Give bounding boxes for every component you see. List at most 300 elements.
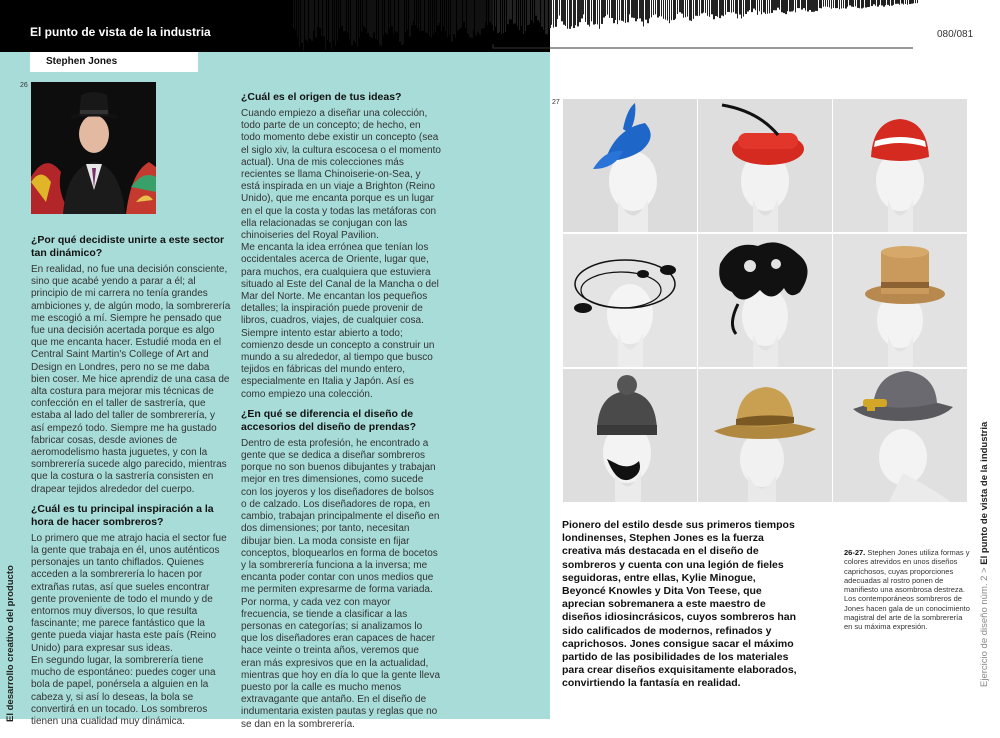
barcode-bar <box>511 0 512 19</box>
barcode-decoration-icon <box>293 0 918 52</box>
barcode-bar <box>311 0 313 41</box>
barcode-bar <box>551 0 552 25</box>
barcode-bar <box>911 0 913 4</box>
barcode-bar <box>509 0 511 19</box>
barcode-bar <box>627 0 629 22</box>
barcode-bar <box>539 0 540 22</box>
barcode-bar <box>323 0 325 37</box>
barcode-bar <box>595 0 596 24</box>
barcode-bar <box>745 0 747 14</box>
barcode-bar <box>651 0 652 17</box>
barcode-bar <box>457 0 459 30</box>
barcode-bar <box>877 0 879 7</box>
barcode-bar <box>819 0 821 8</box>
barcode-bar <box>477 0 479 32</box>
barcode-bar <box>615 0 616 20</box>
barcode-bar <box>791 0 793 11</box>
barcode-bar <box>585 0 586 22</box>
barcode-bar <box>351 0 353 45</box>
barcode-bar <box>695 0 697 16</box>
barcode-bar <box>895 0 897 4</box>
barcode-bar <box>507 0 509 24</box>
barcode-bar <box>435 0 436 32</box>
barcode-bar <box>583 0 584 14</box>
barcode-bar <box>817 0 818 11</box>
barcode-bar <box>497 0 499 33</box>
barcode-bar <box>851 0 853 7</box>
barcode-bar <box>787 0 788 11</box>
barcode-bar <box>843 0 844 8</box>
hat-photo-grid <box>563 99 968 502</box>
barcode-bar <box>645 0 647 20</box>
barcode-bar <box>765 0 766 14</box>
barcode-bar <box>297 0 298 37</box>
barcode-bar <box>379 0 381 45</box>
right-side-label-prefix: Ejercicio de diseño núm. 2 > <box>979 564 990 687</box>
barcode-bar <box>729 0 730 12</box>
barcode-bar <box>485 0 486 22</box>
barcode-bar <box>403 0 404 44</box>
barcode-bar <box>601 0 603 24</box>
barcode-bar <box>683 0 684 18</box>
barcode-bar <box>773 0 775 10</box>
red-disc-hat-icon <box>698 99 832 232</box>
barcode-bar <box>875 0 876 6</box>
barcode-bar <box>709 0 710 17</box>
barcode-bar <box>325 0 326 50</box>
barcode-bar <box>307 0 308 42</box>
barcode-bar <box>543 0 544 30</box>
barcode-bar <box>855 0 856 6</box>
barcode-bar <box>577 0 579 26</box>
barcode-bar <box>697 0 698 16</box>
barcode-bar <box>863 0 864 8</box>
question-1: ¿Por qué decidiste unirte a este sector tan dinámico? <box>31 234 225 259</box>
barcode-bar <box>827 0 828 7</box>
barcode-bar <box>487 0 488 25</box>
barcode-bar <box>889 0 890 6</box>
barcode-bar <box>755 0 756 10</box>
hat-photo-8 <box>698 369 832 502</box>
barcode-bar <box>633 0 635 18</box>
barcode-bar <box>305 0 307 40</box>
page-numbers: 080/081 <box>937 29 974 40</box>
side-caption-text: Stephen Jones utiliza formas y colores atrevidos en unos diseños caprichosos, cuyas proporciones adecuadas al rostro ponen de manifiesto una asombrosa destreza. Los contemporáneos sombreros de Jones hacen gala de un conocimiento magistral del arte de la sombrerería en su máxima expresión. <box>844 548 970 632</box>
barcode-bar <box>647 0 649 23</box>
barcode-bar <box>599 0 600 29</box>
side-caption-ref: 26-27. <box>844 548 866 557</box>
barcode-bar <box>721 0 723 16</box>
barcode-bar <box>733 0 734 12</box>
barcode-bar <box>711 0 713 14</box>
barcode-bar <box>823 0 824 7</box>
barcode-bar <box>461 0 462 27</box>
barcode-bar <box>751 0 753 12</box>
barcode-bar <box>525 0 526 31</box>
barcode-bar <box>677 0 678 14</box>
barcode-bar <box>815 0 817 11</box>
answer-4: Dentro de esta profesión, he encontrado a gente que se dedica a diseñar sombreros porque no son buenos dibujantes y trabajan mejor en tres dimensiones, como sucede con los joyeros y los diseñadores de bolsos o de calzado. Los diseñadores de ropa, en cambio, trabajan principalmente el diseño en dos dimensiones; por tanto, necesitan dibujar bien. La moda consiste en fijar conceptos, bloquearlos en forma de bocetos y la sombrerería funciona a la inversa; me encanta poder contar con unos medios que me permiten expresarme de forma variada. Por norma, y cada vez con mayor frecuencia, se tiende a clasificar a las personas en categorías; si analizamos lo que los diseñadores eran capaces de hacer hace veinte o treinta años, veremos que eran más expresivos que en la actualidad, mientras que hoy en día lo que la gente lleva puesto por la calle es mucho menos extravagante que antaño. En el diseño de indumentaria existen pautas y reglas que no se dan en la sombrerería. <box>241 437 441 730</box>
barcode-bar <box>375 0 376 39</box>
barcode-bar <box>715 0 717 16</box>
barcode-bar <box>681 0 683 14</box>
barcode-bar <box>521 0 522 26</box>
barcode-bar <box>535 0 537 16</box>
barcode-bar <box>673 0 675 20</box>
red-white-cloche-icon <box>833 99 967 232</box>
barcode-bar <box>837 0 838 8</box>
barcode-bar <box>603 0 605 18</box>
barcode-bar <box>557 0 558 19</box>
barcode-bar <box>689 0 691 20</box>
barcode-bar <box>437 0 439 25</box>
barcode-bar <box>671 0 672 20</box>
barcode-bar <box>443 0 444 26</box>
barcode-bar <box>427 0 428 33</box>
barcode-bar <box>663 0 664 19</box>
barcode-bar <box>799 0 800 8</box>
barcode-bar <box>383 0 384 35</box>
barcode-bar <box>609 0 610 18</box>
barcode-bar <box>581 0 583 18</box>
hat-photo-9 <box>833 369 967 502</box>
barcode-bar <box>761 0 762 14</box>
barcode-bar <box>809 0 811 10</box>
barcode-bar <box>893 0 894 5</box>
barcode-bar <box>343 0 345 31</box>
barcode-bar <box>635 0 637 21</box>
barcode-bar <box>295 0 296 30</box>
barcode-bar <box>567 0 568 29</box>
question-2: ¿Cuál es tu principal inspiración a la hora de hacer sombreros? <box>31 502 214 528</box>
barcode-bar <box>639 0 641 18</box>
barcode-bar <box>547 0 548 34</box>
barcode-bar <box>367 0 369 33</box>
barcode-bar <box>415 0 416 25</box>
barcode-bar <box>831 0 832 9</box>
barcode-bar <box>523 0 524 34</box>
left-side-label: El desarrollo creativo del producto <box>5 565 16 722</box>
barcode-bar <box>565 0 566 26</box>
answer-1: En realidad, no fue una decisión consciente, sino que acabé yendo a parar a él; al principio de mi carrera no tenía grandes ambiciones y, de algún modo, la sombrerería me escogió a mí. Siempre he pensado que fue una decisión acertada porque es algo que me encanta hacer. Estudié moda en el Central Saint Martin's College of Art and Design en Londres, pero no se me daba bien coser. Me hice aprendiz de una casa de alta costura para mejorar mis técnicas de confección en el taller de sastrería, que estaba al lado del taller de sombrerería, y así empezó todo. Siempre me ha gustado fabricar cosas, desde aviones de aeromodelismo hasta juguetes, y con la sombrerería sucede algo parecido, mientras que la costura o la sastrería consisten en drapear tejidos alrededor del cuerpo. <box>31 264 231 495</box>
barcode-bar <box>441 0 442 31</box>
barcode-bar <box>783 0 785 13</box>
barcode-bar <box>575 0 576 25</box>
barcode-bar <box>377 0 378 40</box>
barcode-bar <box>871 0 873 6</box>
barcode-bar <box>341 0 343 26</box>
hat-photo-3 <box>833 99 967 232</box>
barcode-bar <box>813 0 815 12</box>
barcode-bar <box>625 0 626 23</box>
barcode-bar <box>339 0 340 28</box>
barcode-bar <box>887 0 889 5</box>
barcode-bar <box>355 0 356 43</box>
barcode-bar <box>747 0 749 12</box>
barcode-bar <box>741 0 742 18</box>
barcode-bar <box>725 0 726 15</box>
barcode-bar <box>807 0 809 12</box>
barcode-bar <box>515 0 516 23</box>
barcode-bar <box>727 0 729 12</box>
barcode-bar <box>829 0 830 7</box>
barcode-bar <box>431 0 432 38</box>
barcode-bar <box>605 0 606 16</box>
barcode-bar <box>579 0 581 22</box>
barcode-bar <box>801 0 803 10</box>
barcode-bar <box>391 0 393 27</box>
black-wire-fascinator-icon <box>563 234 697 367</box>
barcode-bar <box>519 0 520 30</box>
barcode-bar <box>503 0 504 33</box>
barcode-bar <box>789 0 791 12</box>
barcode-bar <box>785 0 787 14</box>
barcode-bar <box>883 0 885 7</box>
barcode-bar <box>425 0 427 33</box>
barcode-bar <box>867 0 869 7</box>
barcode-bar <box>665 0 666 20</box>
barcode-bar <box>659 0 660 16</box>
barcode-bar <box>793 0 794 11</box>
barcode-bar <box>371 0 373 38</box>
barcode-bar <box>321 0 322 36</box>
barcode-bar <box>481 0 483 29</box>
barcode-bar <box>345 0 346 31</box>
barcode-bar <box>299 0 300 47</box>
barcode-bar <box>685 0 686 17</box>
barcode-bar <box>899 0 900 5</box>
barcode-bar <box>781 0 783 12</box>
knit-pompom-beanie-icon <box>563 369 697 502</box>
barcode-bar <box>713 0 715 19</box>
barcode-bar <box>421 0 423 31</box>
barcode-bar <box>753 0 755 9</box>
barcode-bar <box>661 0 662 16</box>
barcode-bar <box>905 0 906 4</box>
barcode-bar <box>913 0 914 3</box>
tan-top-hat-icon <box>833 234 967 367</box>
barcode-bar <box>353 0 355 41</box>
barcode-bar <box>669 0 670 23</box>
barcode-bar <box>555 0 557 27</box>
barcode-bar <box>451 0 453 42</box>
barcode-bar <box>407 0 408 30</box>
barcode-bar <box>373 0 375 32</box>
answer-3: Cuando empiezo a diseñar una colección, todo parte de un concepto; de hecho, en todo momento debe existir un concepto (sea el siglo xiv, la cultura escocesa o el momento actual). Una de mis colecciones más recientes se llama Chinoiserie-on-Sea, y está inspirada en un viaje a Brighton (Reino Unido), que me encanta porque es un lugar en el que la costa y todas las metáforas con ella relacionadas se conjugan con las chinoiseries del Royal Pavilion. Me encanta la idea errónea que tenían los occidentales acerca de Oriente, lugar que, para muchos, era cualquiera que estuviera situado al Este del Canal de la Mancha o del Mar del Norte. Me encantan los pequeños detalles; la inspiración puede provenir de libros, cuadros, viajes, de cualquier cosa. Siempre intento estar abierto a todo; comienzo desde un concepto a construir un mundo a su alrededor, al tiempo que busco tejidos en fábricas del mundo entero, especialmente en Italia y Japón. Así es como empiezo una colección. <box>241 108 441 400</box>
barcode-bar <box>833 0 834 8</box>
barcode-bar <box>411 0 413 25</box>
barcode-bar <box>839 0 840 9</box>
barcode-bar <box>691 0 692 21</box>
barcode-bar <box>865 0 867 8</box>
barcode-bar <box>621 0 623 21</box>
barcode-bar <box>687 0 688 17</box>
barcode-bar <box>453 0 455 34</box>
portrait-icon <box>31 82 156 214</box>
barcode-bar <box>587 0 589 25</box>
barcode-bar <box>409 0 411 37</box>
barcode-bar <box>473 0 474 29</box>
barcode-bar <box>303 0 304 51</box>
barcode-bar <box>405 0 406 32</box>
barcode-bar <box>873 0 875 4</box>
barcode-bar <box>675 0 676 19</box>
barcode-bar <box>419 0 420 30</box>
barcode-bar <box>401 0 403 45</box>
barcode-bar <box>573 0 575 28</box>
barcode-bar <box>613 0 615 23</box>
barcode-bar <box>387 0 388 35</box>
barcode-bar <box>853 0 854 7</box>
barcode-bar <box>771 0 773 13</box>
barcode-bar <box>723 0 724 16</box>
barcode-bar <box>767 0 768 14</box>
barcode-bar <box>891 0 893 6</box>
barcode-bar <box>637 0 638 19</box>
author-name: Stephen Jones <box>46 56 118 67</box>
barcode-bar <box>623 0 624 22</box>
barcode-bar <box>363 0 365 27</box>
barcode-bar <box>329 0 331 42</box>
barcode-bar <box>561 0 563 21</box>
barcode-bar <box>641 0 643 22</box>
barcode-bar <box>347 0 348 32</box>
barcode-bar <box>429 0 430 36</box>
barcode-bar <box>571 0 572 26</box>
barcode-bar <box>593 0 595 25</box>
straw-fedora-icon <box>698 369 832 502</box>
barcode-bar <box>397 0 398 33</box>
barcode-bar <box>909 0 911 4</box>
barcode-bar <box>537 0 539 20</box>
barcode-bar <box>569 0 571 29</box>
barcode-bar <box>619 0 620 20</box>
barcode-bar <box>449 0 450 35</box>
barcode-bar <box>763 0 765 12</box>
barcode-bar <box>859 0 860 8</box>
barcode-bar <box>869 0 870 7</box>
barcode-bar <box>885 0 886 5</box>
barcode-bar <box>471 0 473 38</box>
barcode-bar <box>389 0 390 29</box>
barcode-bar <box>313 0 314 31</box>
barcode-bar <box>553 0 554 28</box>
barcode-bar <box>455 0 456 38</box>
barcode-bar <box>617 0 618 24</box>
barcode-bar <box>901 0 903 4</box>
barcode-bar <box>797 0 799 8</box>
hat-photo-6 <box>833 234 967 367</box>
barcode-bar <box>845 0 847 9</box>
hat-photo-4 <box>563 234 697 367</box>
barcode-bar <box>881 0 883 5</box>
black-ruffle-hat-icon <box>698 234 832 367</box>
answer-2: Lo primero que me atrajo hacia el sector fue la gente que trabaja en él, unos auténticos personajes un tanto chiflados. Quienes acceden a la sombrerería lo hacen por extrañas rutas, así que sueles encontrar gente proveniente de todo el mundo y de entornos muy diversos, lo que resulta fascinante; me parece fantástico que la gente pueda viajar hasta este país (Reino Unido) para expresar sus ideas. En segundo lugar, la sombrerería tiene mucho de espontáneo: puedes coger una bola de papel, ponérsela a alguien en la cabeza y, si así lo deseas, la bola se convertirá en un tocado. Los sombreros tienen una cualidad muy dinámica. <box>31 532 227 727</box>
barcode-bar <box>541 0 543 27</box>
barcode-bar <box>803 0 805 8</box>
barcode-bar <box>301 0 303 43</box>
barcode-bar <box>795 0 796 12</box>
barcode-bar <box>649 0 650 18</box>
barcode-bar <box>857 0 859 8</box>
barcode-bar <box>369 0 371 37</box>
barcode-bar <box>559 0 560 16</box>
blue-feather-hat-icon <box>563 99 697 232</box>
barcode-bar <box>777 0 779 8</box>
barcode-bar <box>847 0 848 7</box>
barcode-bar <box>479 0 481 35</box>
barcode-bar <box>475 0 477 35</box>
barcode-bar <box>381 0 382 46</box>
barcode-bar <box>333 0 334 40</box>
barcode-bar <box>531 0 532 20</box>
barcode-bar <box>337 0 338 41</box>
barcode-bar <box>433 0 434 34</box>
main-caption: Pionero del estilo desde sus primeros tiempos londinenses, Stephen Jones es la fuerza creativa más destacada en el diseño de sombreros y cuenta con una legión de fieles seguidoras, entre ellas, Kylie Minogue, Beyoncé Knowles y Dita Von Teese, que aprecian sobremanera a este maestro de diseños idiosincrásicos, cuyos sombreros han sido calificados de modernos, refinados y caprichosos. Jones consigue sacar el máximo partido de las posibilidades de los materiales para crear diseños exquisitamente elaborados, convirtiendo la fantasía en realidad. <box>562 519 797 690</box>
figure-number-right: 27 <box>552 99 560 106</box>
barcode-bar <box>743 0 744 17</box>
barcode-bar <box>533 0 534 23</box>
barcode-bar <box>779 0 780 10</box>
barcode-bar <box>483 0 485 28</box>
barcode-bar <box>657 0 659 18</box>
barcode-bar <box>395 0 397 32</box>
barcode-bar <box>735 0 737 14</box>
barcode-bar <box>545 0 547 34</box>
grey-felt-hat-icon <box>833 369 967 502</box>
hat-photo-7 <box>563 369 697 502</box>
barcode-bar <box>501 0 502 34</box>
barcode-bar <box>591 0 592 21</box>
hat-photo-5 <box>698 234 832 367</box>
barcode-bar <box>331 0 332 49</box>
barcode-bar <box>849 0 851 5</box>
barcode-bar <box>423 0 424 31</box>
barcode-bar <box>821 0 822 8</box>
barcode-bar <box>589 0 590 27</box>
barcode-bar <box>467 0 469 34</box>
barcode-bar <box>549 0 551 28</box>
barcode-zigzag <box>493 44 913 48</box>
barcode-bar <box>653 0 654 15</box>
barcode-bar <box>491 0 493 25</box>
barcode-bar <box>315 0 317 38</box>
barcode-bar <box>739 0 741 15</box>
side-caption <box>844 548 970 632</box>
barcode-bar <box>731 0 732 13</box>
barcode-bar <box>775 0 777 10</box>
barcode-bar <box>505 0 506 32</box>
barcode-bar <box>489 0 491 22</box>
question-4: ¿En qué se diferencia el diseño de accesorios del diseño de prendas? <box>241 407 417 433</box>
barcode-bar <box>655 0 656 14</box>
portrait-photo <box>31 82 156 214</box>
barcode-bar <box>679 0 681 12</box>
barcode-bar <box>319 0 321 28</box>
barcode-bar <box>465 0 466 28</box>
barcode-bar <box>749 0 750 10</box>
figure-number-left: 26 <box>20 82 28 89</box>
barcode-bar <box>737 0 738 18</box>
question-3: ¿Cuál es el origen de tus ideas? <box>241 91 402 103</box>
right-side-label <box>979 422 990 687</box>
barcode-bar <box>701 0 703 13</box>
barcode-bar <box>693 0 694 19</box>
barcode-bar <box>699 0 700 16</box>
barcode-bar <box>327 0 328 40</box>
barcode-bar <box>841 0 842 9</box>
barcode-bar <box>357 0 358 46</box>
